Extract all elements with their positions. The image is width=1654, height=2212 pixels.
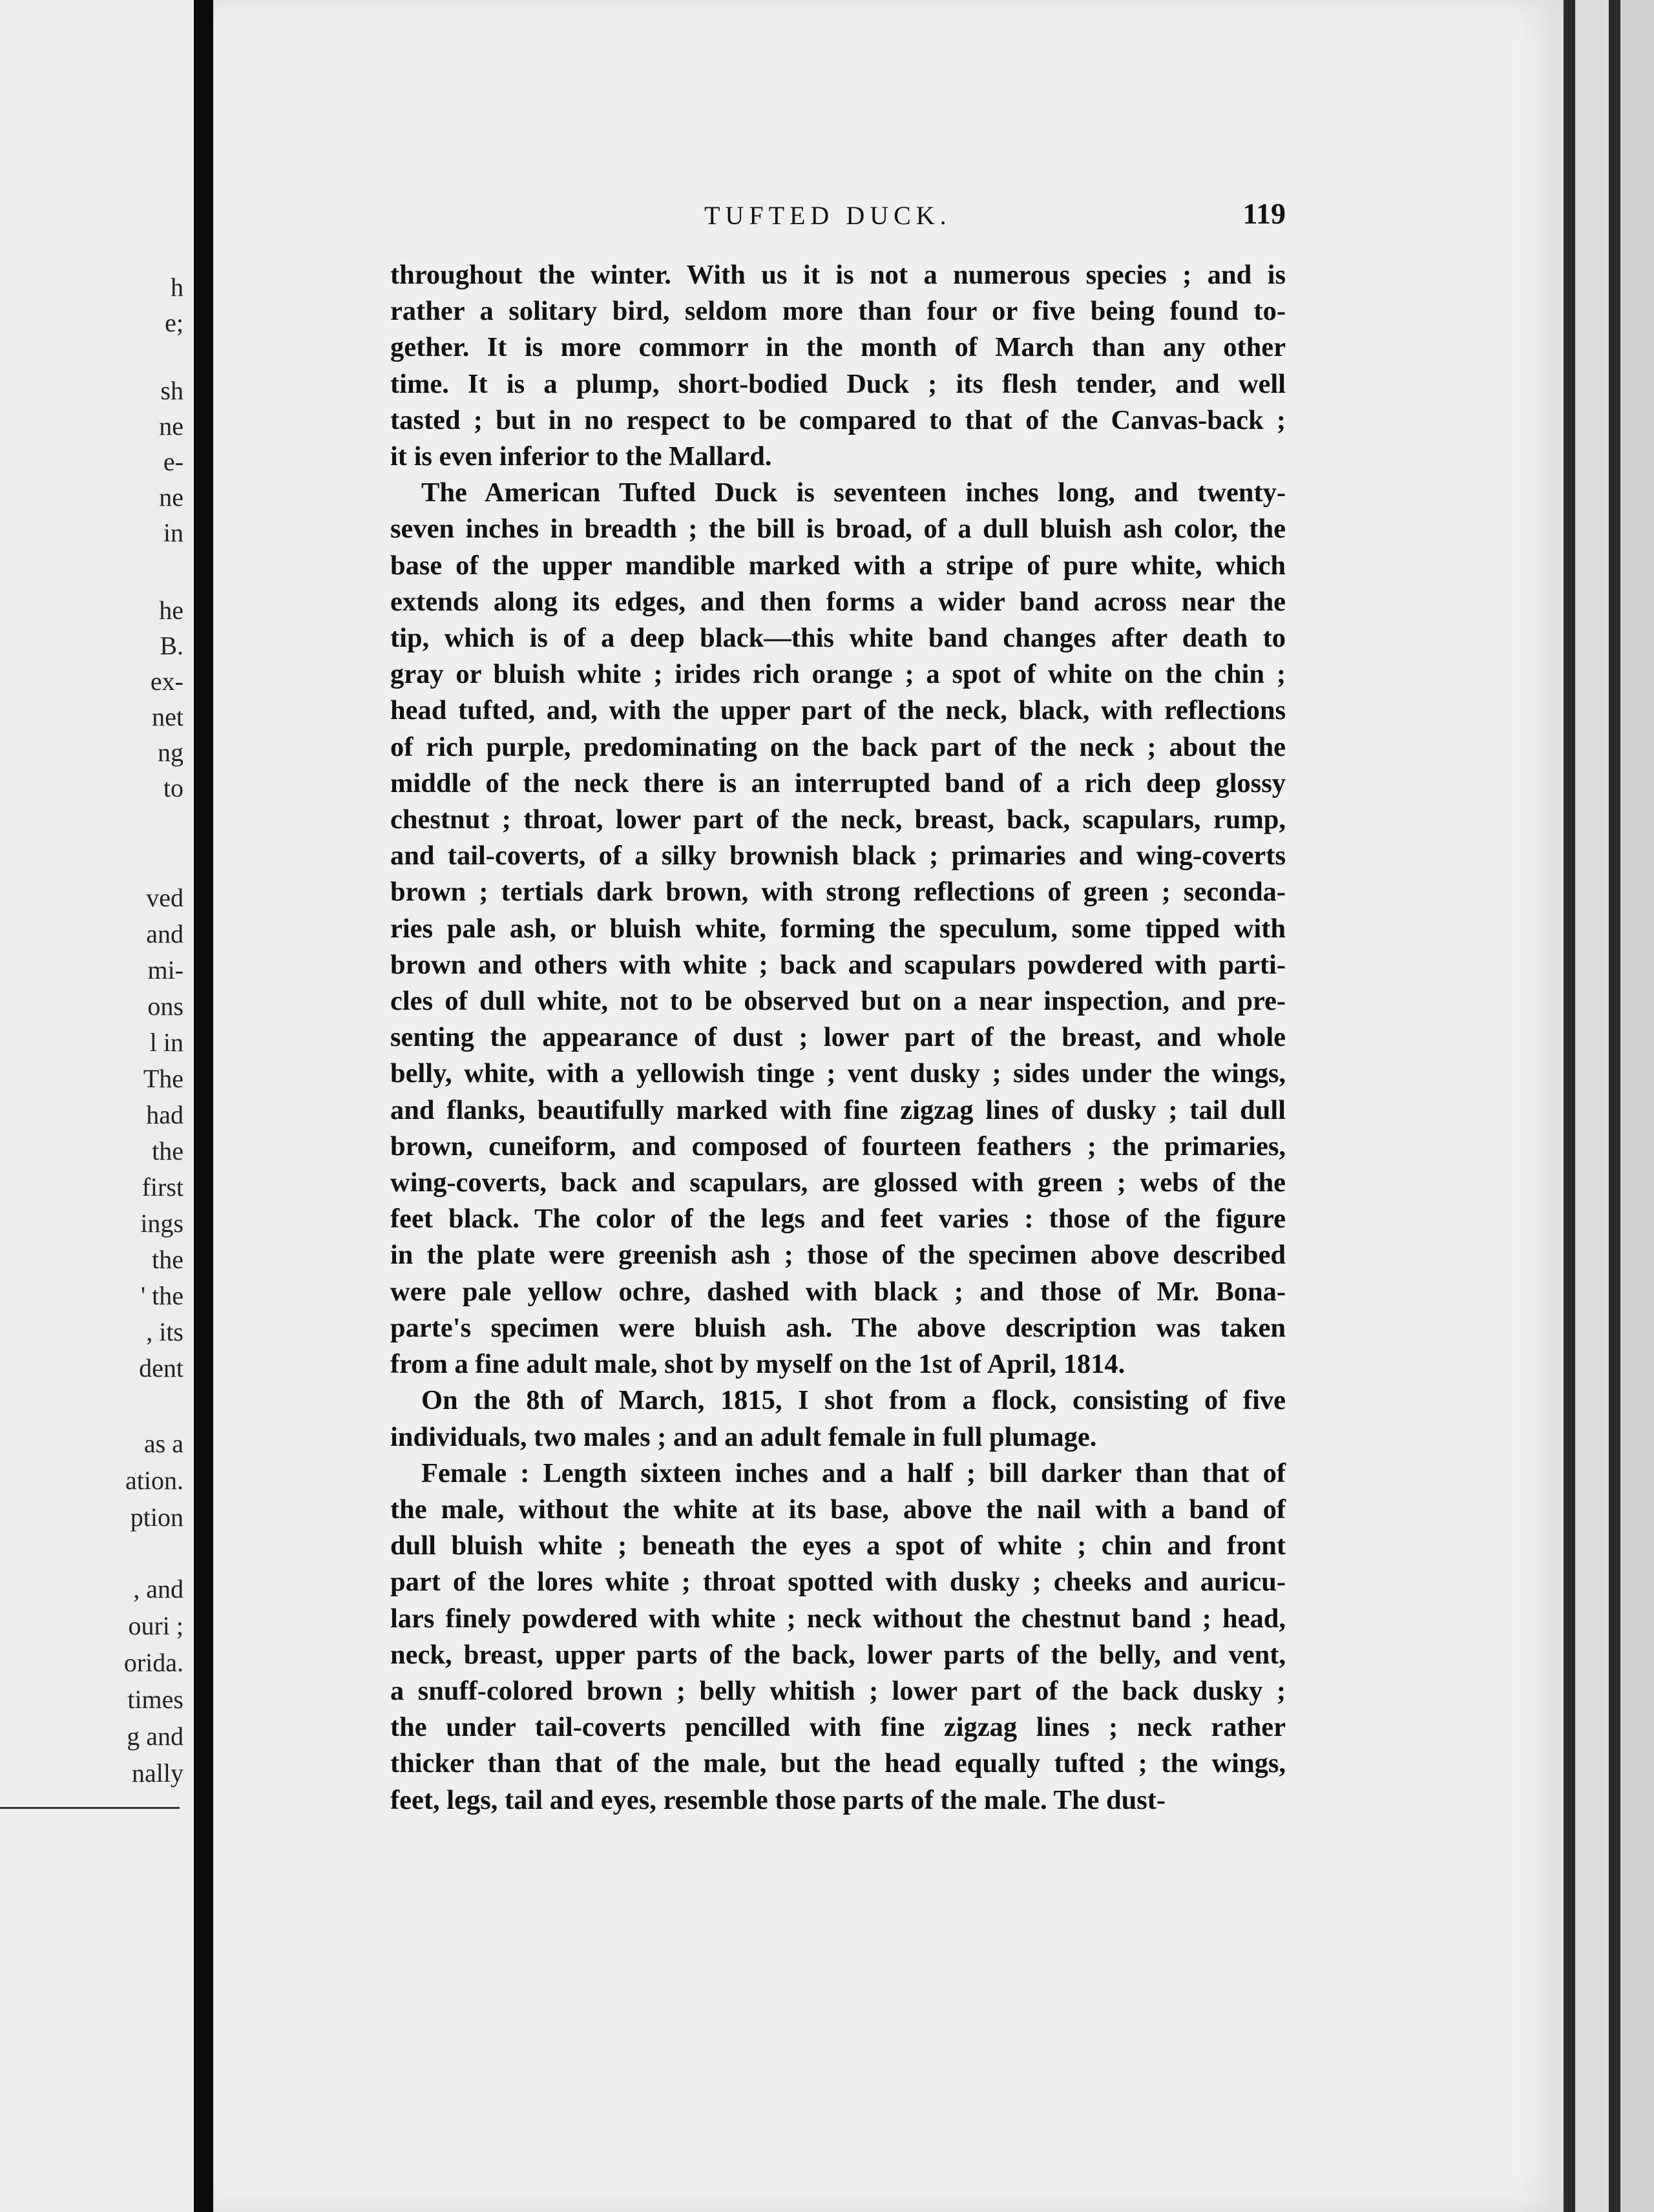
- facing-page-line: mi-: [147, 955, 183, 985]
- book-gutter: [194, 0, 213, 2212]
- text-line: feet black. The color of the legs and feet varies : those of the figure: [390, 1204, 1286, 1235]
- page-number: 119: [1242, 197, 1286, 230]
- text-line: a snuff-colored brown ; belly whitish ; lower part of the back dusky ;: [390, 1675, 1286, 1706]
- facing-page-rule: [0, 1807, 180, 1809]
- facing-page-line: e;: [165, 308, 183, 337]
- facing-page-line: had: [146, 1100, 183, 1129]
- text-line: ries pale ash, or bluish white, forming the speculum, some tipped with: [390, 913, 1286, 944]
- text-line: the under tail-coverts pencilled with fine zigzag lines ; neck rather: [390, 1712, 1286, 1743]
- text-line: throughout the winter. With us it is not a numerous species ; and is: [390, 260, 1286, 290]
- facing-page-line: net: [152, 702, 183, 731]
- text-line: from a fine adult male, shot by myself on the 1st of April, 1814.: [390, 1349, 1125, 1380]
- facing-page-line: and: [146, 919, 183, 948]
- page-edge: [1564, 0, 1654, 2212]
- facing-page-line: nally: [132, 1758, 183, 1788]
- text-line: gray or bluish white ; irides rich orange ; a spot of white on the chin ;: [390, 659, 1286, 690]
- facing-page-line: orida.: [123, 1648, 183, 1677]
- text-line: in the plate were greenish ash ; those of the specimen above described: [390, 1240, 1286, 1271]
- text-line: tip, which is of a deep black—this white band changes after death to: [390, 623, 1286, 654]
- facing-page-line: as a: [143, 1429, 183, 1458]
- facing-page-line: to: [163, 773, 183, 802]
- facing-page-line: ation.: [125, 1466, 183, 1495]
- text-line: parte's specimen were bluish ash. The above description was taken: [390, 1312, 1286, 1343]
- facing-page-line: the: [152, 1245, 183, 1274]
- text-line: head tufted, and, with the upper part of the neck, black, with reflections: [390, 695, 1286, 726]
- text-line: individuals, two males ; and an adult female in full plumage.: [390, 1421, 1097, 1452]
- text-line: and flanks, beautifully marked with fine zigzag lines of dusky ; tail dull: [390, 1094, 1286, 1125]
- facing-page-line: ption: [130, 1503, 183, 1532]
- text-line: senting the appearance of dust ; lower part of the breast, and whole: [390, 1022, 1286, 1053]
- text-line: and tail-coverts, of a silky brownish black ; primaries and wing-coverts: [390, 840, 1286, 871]
- text-line: brown ; tertials dark brown, with strong reflections of green ; seconda-: [390, 877, 1286, 908]
- facing-page-line: the: [152, 1136, 183, 1165]
- facing-page-line: e-: [163, 447, 183, 476]
- facing-page-line: l in: [149, 1028, 183, 1057]
- facing-page-line: times: [127, 1685, 183, 1714]
- facing-page-line: ved: [146, 883, 183, 912]
- text-line: tasted ; but in no respect to be compared to that of the Canvas-back ;: [390, 404, 1286, 435]
- text-line: the male, without the white at its base, above the nail with a band of: [390, 1494, 1286, 1525]
- text-line: dull bluish white ; beneath the eyes a spot of white ; chin and front: [390, 1530, 1286, 1561]
- paragraph: [390, 257, 1286, 475]
- page-header: [704, 197, 1286, 239]
- text-line: thicker than that of the male, but the head equally tufted ; the wings,: [390, 1748, 1286, 1779]
- facing-page-line: , its: [146, 1317, 183, 1346]
- paragraph: [390, 1456, 1286, 1819]
- text-line: lars finely powdered with white ; neck without the chestnut band ; head,: [390, 1603, 1286, 1634]
- text-line: chestnut ; throat, lower part of the neck, breast, back, scapulars, rump,: [390, 804, 1286, 835]
- facing-page-line: first: [141, 1173, 183, 1202]
- facing-page-line: h: [171, 273, 183, 302]
- text-line: belly, white, with a yellowish tinge ; vent dusky ; sides under the wings,: [390, 1058, 1286, 1089]
- facing-page-line: ng: [158, 738, 183, 767]
- facing-page-line: dent: [139, 1353, 183, 1382]
- text-line: neck, breast, upper parts of the back, lower parts of the belly, and vent,: [390, 1639, 1286, 1670]
- paragraph: [390, 1382, 1286, 1455]
- text-line: gether. It is more commorr in the month of March than any other: [390, 332, 1286, 363]
- text-line: of rich purple, predominating on the back part of the neck ; about the: [390, 731, 1286, 762]
- facing-page-line: The: [143, 1064, 183, 1093]
- facing-page-line: ne: [159, 483, 183, 512]
- text-line: feet, legs, tail and eyes, resemble those parts of the male. The dust-: [390, 1784, 1166, 1815]
- facing-page-line: sh: [160, 376, 183, 405]
- text-line: extends along its edges, and then forms a wider band across near the: [390, 586, 1286, 617]
- facing-page-line: in: [163, 518, 183, 547]
- text-line: The American Tufted Duck is seventeen inches long, and twenty-: [421, 477, 1286, 508]
- text-line: were pale yellow ochre, dashed with black ; and those of Mr. Bona-: [390, 1276, 1286, 1307]
- facing-page-line: he: [159, 596, 183, 625]
- text-line: brown and others with white ; back and scapulars powdered with parti-: [390, 949, 1286, 980]
- facing-page-line: ings: [140, 1209, 183, 1238]
- text-line: middle of the neck there is an interrupted band of a rich deep glossy: [390, 767, 1286, 798]
- facing-page-line: B.: [160, 631, 183, 660]
- facing-page-line: g and: [127, 1722, 183, 1751]
- text-line: wing-coverts, back and scapulars, are glossed with green ; webs of the: [390, 1167, 1286, 1198]
- text-line: cles of dull white, not to be observed but on a near inspection, and pre-: [390, 986, 1286, 1017]
- paragraph: [390, 475, 1286, 1382]
- text-line: part of the lores white ; throat spotted with dusky ; cheeks and auricu-: [390, 1567, 1286, 1598]
- facing-page-line: ex-: [150, 667, 183, 696]
- text-line: brown, cuneiform, and composed of fourteen feathers ; the primaries,: [390, 1131, 1286, 1162]
- facing-page-line: ons: [147, 992, 183, 1021]
- running-head: TUFTED DUCK.: [704, 201, 952, 230]
- facing-page-line: , and: [133, 1574, 183, 1603]
- facing-page-fragment: [0, 0, 205, 2212]
- body-text: [390, 257, 1286, 1819]
- text-line: Female : Length sixteen inches and a half ; bill darker than that of: [421, 1457, 1286, 1488]
- facing-page-line: ne: [159, 412, 183, 441]
- text-line: On the 8th of March, 1815, I shot from a flock, consisting of five: [421, 1385, 1286, 1416]
- text-line: base of the upper mandible marked with a stripe of pure white, which: [390, 550, 1286, 581]
- text-line: rather a solitary bird, seldom more than four or five being found to-: [390, 296, 1286, 327]
- facing-page-line: ouri ;: [128, 1611, 183, 1640]
- text-line: seven inches in breadth ; the bill is broad, of a dull bluish ash color, the: [390, 514, 1286, 545]
- facing-page-line: ' the: [140, 1281, 183, 1310]
- text-line: time. It is a plump, short-bodied Duck ; its flesh tender, and well: [390, 368, 1286, 399]
- text-line: it is even inferior to the Mallard.: [390, 441, 772, 472]
